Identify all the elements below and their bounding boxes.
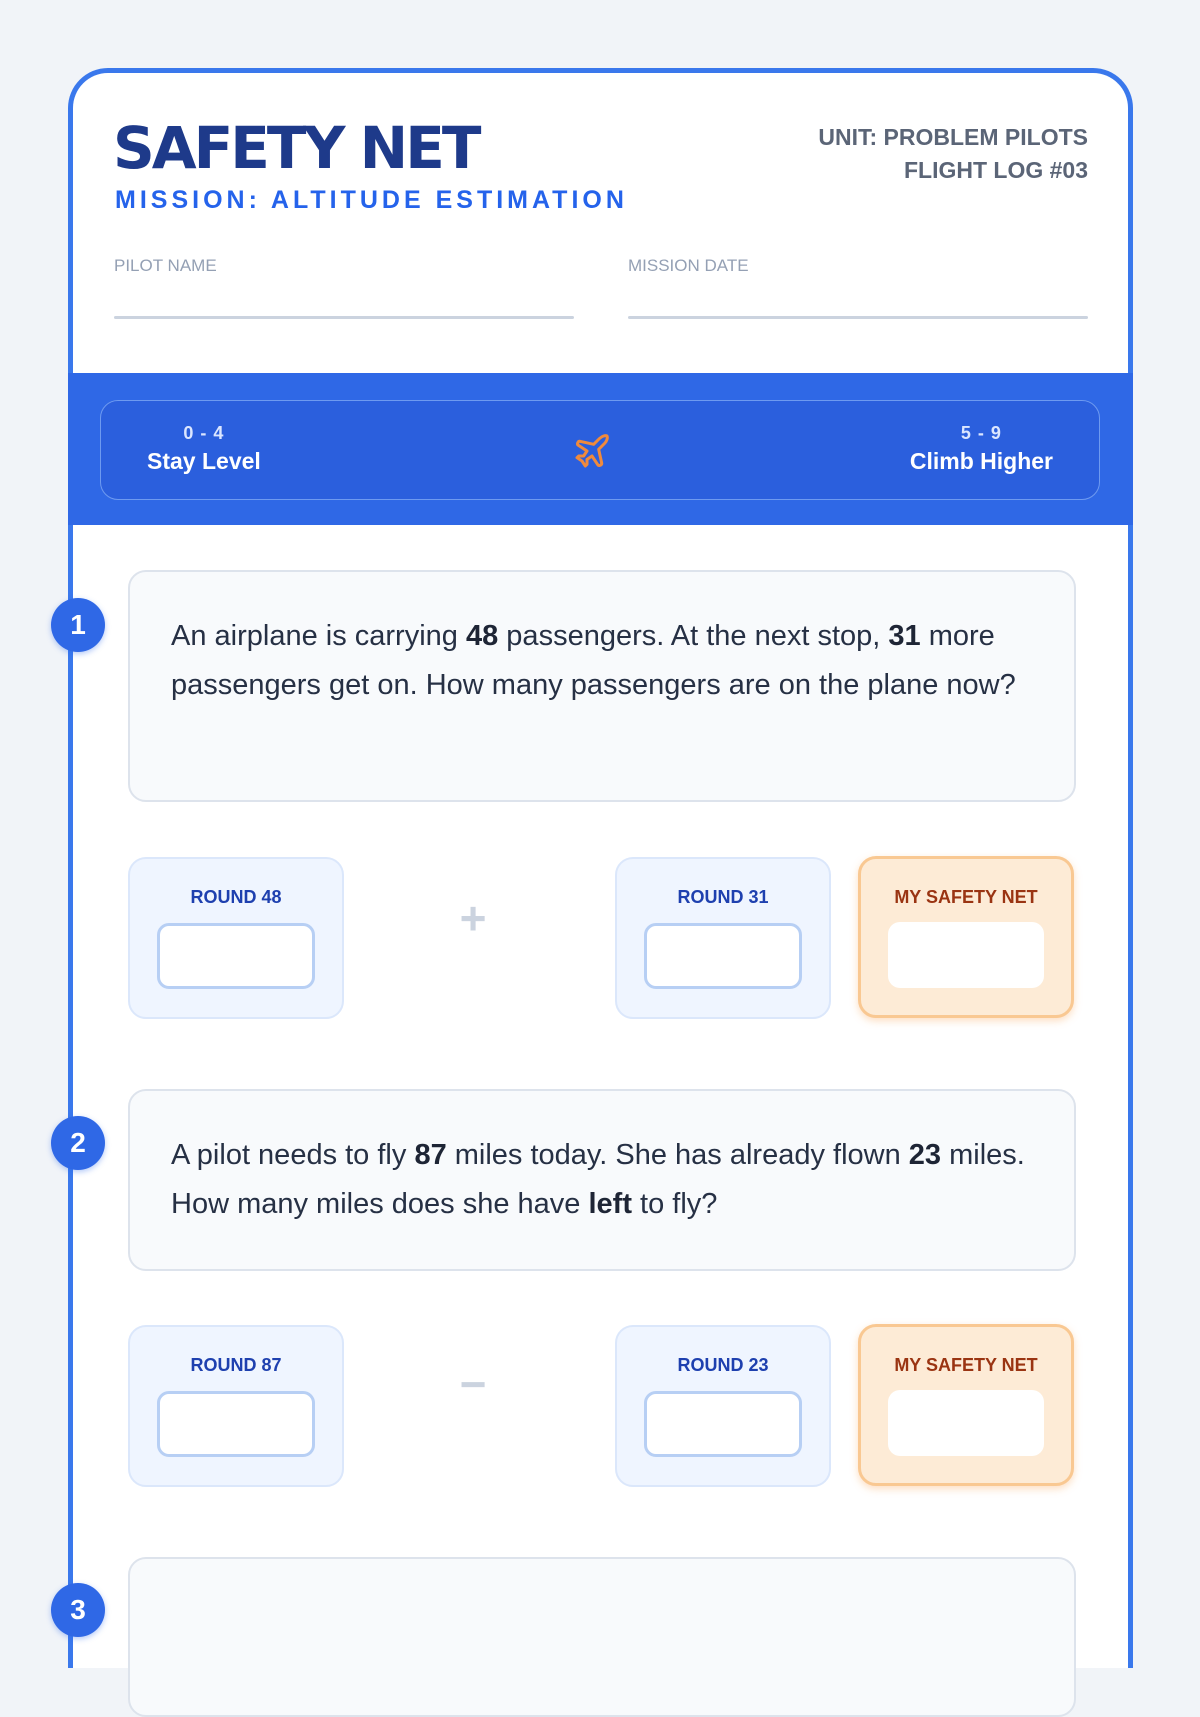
worksheet-header [73, 73, 1128, 373]
round-b-input[interactable] [644, 1391, 802, 1457]
pilot-name-field[interactable] [114, 256, 574, 319]
text-segment: more passengers get on. How many passengers are on the plane now? [171, 620, 1016, 701]
text-segment: miles. How many miles does she have [171, 1139, 1025, 1220]
round-b-card [615, 857, 831, 1019]
safety-net-label: MY SAFETY NET [894, 1355, 1038, 1375]
round-up-label: Climb Higher [909, 448, 1053, 474]
keyword-highlight: left [588, 1188, 632, 1220]
round-down-range: 0 - 4 [183, 423, 225, 443]
airplane-icon [572, 431, 612, 471]
round-b-input[interactable] [644, 923, 802, 989]
number-highlight: 31 [888, 620, 921, 652]
number-highlight: 23 [908, 1139, 942, 1171]
text-segment: to fly? [631, 1188, 718, 1220]
question-number: 3 [51, 1583, 105, 1637]
round-a-input[interactable] [157, 1391, 315, 1457]
question-text [128, 1089, 1076, 1271]
round-a-label: ROUND 87 [190, 1355, 282, 1375]
minus-operator: − [459, 1358, 487, 1410]
safety-net-card [858, 1324, 1074, 1486]
question-text [128, 1557, 1076, 1717]
rounding-guide [100, 400, 1100, 500]
question-text [128, 570, 1076, 802]
plus-operator: + [459, 892, 487, 944]
text-segment: A pilot needs to fly [171, 1139, 415, 1171]
pilot-name-label: PILOT NAME [114, 256, 217, 275]
safety-net-input[interactable] [888, 922, 1044, 988]
rounding-guide-band [68, 373, 1133, 525]
round-b-label: ROUND 23 [677, 1355, 769, 1375]
mission-date-label: MISSION DATE [628, 256, 749, 275]
safety-net-label: MY SAFETY NET [894, 887, 1038, 907]
round-a-input[interactable] [157, 923, 315, 989]
mission-date-field[interactable] [628, 256, 1088, 319]
worksheet [68, 68, 1133, 1668]
unit-info [818, 121, 1088, 187]
round-b-label: ROUND 31 [677, 887, 769, 907]
flight-log-label: FLIGHT LOG #03 [903, 157, 1088, 183]
question-number: 2 [51, 1116, 105, 1170]
round-a-label: ROUND 48 [190, 887, 282, 907]
round-a-card [128, 857, 344, 1019]
unit-label: UNIT: PROBLEM PILOTS [818, 124, 1088, 150]
text-segment: An airplane is carrying [171, 620, 466, 652]
question-number: 1 [51, 598, 105, 652]
round-a-card [128, 1325, 344, 1487]
pilot-name-line[interactable] [114, 316, 574, 319]
text-segment: miles today. She has already flown [446, 1139, 909, 1171]
round-up-rule [910, 423, 1053, 475]
round-b-card [615, 1325, 831, 1487]
page-subtitle: MISSION: ALTITUDE ESTIMATION [115, 186, 628, 214]
number-highlight: 48 [465, 620, 499, 652]
round-down-rule [147, 423, 261, 475]
safety-net-card [858, 856, 1074, 1018]
mission-date-line[interactable] [628, 316, 1088, 319]
page-title: SAFETY NET [113, 114, 479, 182]
round-down-label: Stay Level [147, 448, 261, 474]
safety-net-input[interactable] [888, 1390, 1044, 1456]
round-up-range: 5 - 9 [960, 423, 1002, 443]
number-highlight: 87 [414, 1139, 447, 1171]
text-segment: passengers. At the next stop, [498, 620, 889, 652]
